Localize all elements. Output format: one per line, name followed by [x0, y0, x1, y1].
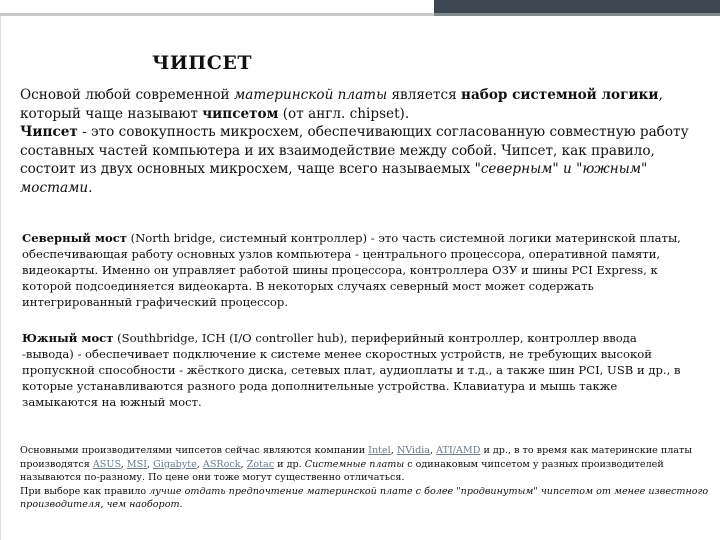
- text: и др.: [274, 458, 305, 470]
- manufacturers-paragraph: [20, 444, 710, 485]
- left-border: [0, 16, 1, 540]
- text: с одинаковым чипсетом у разных производителей называются по-разному. По цене они тоже могут существенно отличаться.: [20, 458, 664, 484]
- text: При выборе как правило: [20, 485, 150, 497]
- text-italic: лучше отдать предпочтение материнской плате с более "продвинутым" чипсетом от менее известного производителя, чем наоборот.: [20, 485, 709, 511]
- link-gigabyte[interactable]: Gigabyte: [153, 458, 197, 470]
- text: ,: [240, 458, 247, 470]
- text-bold: набор системной логики: [461, 87, 659, 103]
- north-bridge-text: (North bridge, системный контроллер) - это часть системной логики материнской платы, обеспечивающая работу основных узлов компьютера - центрального процессора, оперативной памяти, видеокарты. Именно он управляет работой шины процессора, контроллера ОЗУ и шины PCI Express, к которой подсоединяется видеокарта. В некоторых случаях северный мост может содержать интегрированный графический процессор.: [22, 231, 681, 309]
- south-bridge-text: (Southbridge, ICH (I/O controller hub), периферийный контроллер, контроллер ввода -вывода) - обеспечивает подключение к системе менее скоростных устройств, не требующих высокой пропускной способности - жёсткого диска, сетевых плат, аудиоплаты и т.д., а также шин PCI, USB и др., в которые устанавливаются разного рода дополнительные устройства. Клавиатура и мышь также замыкаются на южный мост.: [22, 331, 681, 409]
- text: и др., в то время как материнские платы производятся: [20, 445, 692, 470]
- text: (от англ. chipset).: [278, 105, 410, 122]
- north-bridge-term: Северный мост: [22, 231, 127, 245]
- intro-paragraph-1: [20, 86, 710, 123]
- text: ,: [390, 445, 397, 456]
- south-bridge-paragraph: [22, 330, 690, 410]
- south-bridge-term: Южный мост: [22, 331, 114, 345]
- text: , который чаще называют: [20, 87, 663, 122]
- text: ,: [430, 445, 437, 456]
- text: ,: [120, 458, 127, 470]
- link-msi[interactable]: MSI: [126, 458, 147, 470]
- text: Основой любой современной: [20, 87, 234, 103]
- text-bold: чипсетом: [202, 105, 279, 122]
- text: ,: [146, 458, 154, 470]
- link-intel[interactable]: Intel: [368, 445, 391, 456]
- manufacturers-section: [20, 444, 710, 512]
- link-nvidia[interactable]: NVidia: [396, 445, 431, 456]
- link-asus[interactable]: ASUS: [92, 458, 121, 470]
- text: является: [387, 87, 461, 103]
- link-asrock[interactable]: ASRock: [202, 458, 241, 470]
- text-bold: Чипсет: [20, 124, 78, 141]
- text: ,: [196, 458, 203, 470]
- south-bridge-section: [22, 330, 690, 410]
- intro-section: [20, 86, 710, 198]
- top-bar-accent: [434, 0, 720, 13]
- text: - это совокупность микросхем, обеспечивающих согласованную совместную работу составных частей компьютера и их взаимодействие между собой. Чипсет, как правило, состоит из двух основных микросхем, чаще всего называемых: [20, 124, 689, 178]
- intro-paragraph-2: [20, 123, 710, 197]
- text: Основными производителями чипсетов сейчас являются компании: [20, 445, 369, 456]
- north-bridge-section: [22, 230, 690, 310]
- link-ati-amd[interactable]: ATI/AMD: [436, 445, 481, 456]
- text-italic: материнской платы: [233, 87, 388, 103]
- top-bar: [0, 0, 720, 13]
- north-bridge-paragraph: [22, 230, 690, 310]
- text-italic: "северным" и "южным" мостами.: [20, 161, 648, 196]
- page-title: ЧИПСЕТ: [152, 52, 252, 74]
- text-italic: Системные платы: [304, 458, 405, 470]
- advice-paragraph: [20, 485, 710, 512]
- top-bar-divider-accent: [434, 13, 720, 16]
- link-zotac[interactable]: Zotac: [246, 458, 275, 470]
